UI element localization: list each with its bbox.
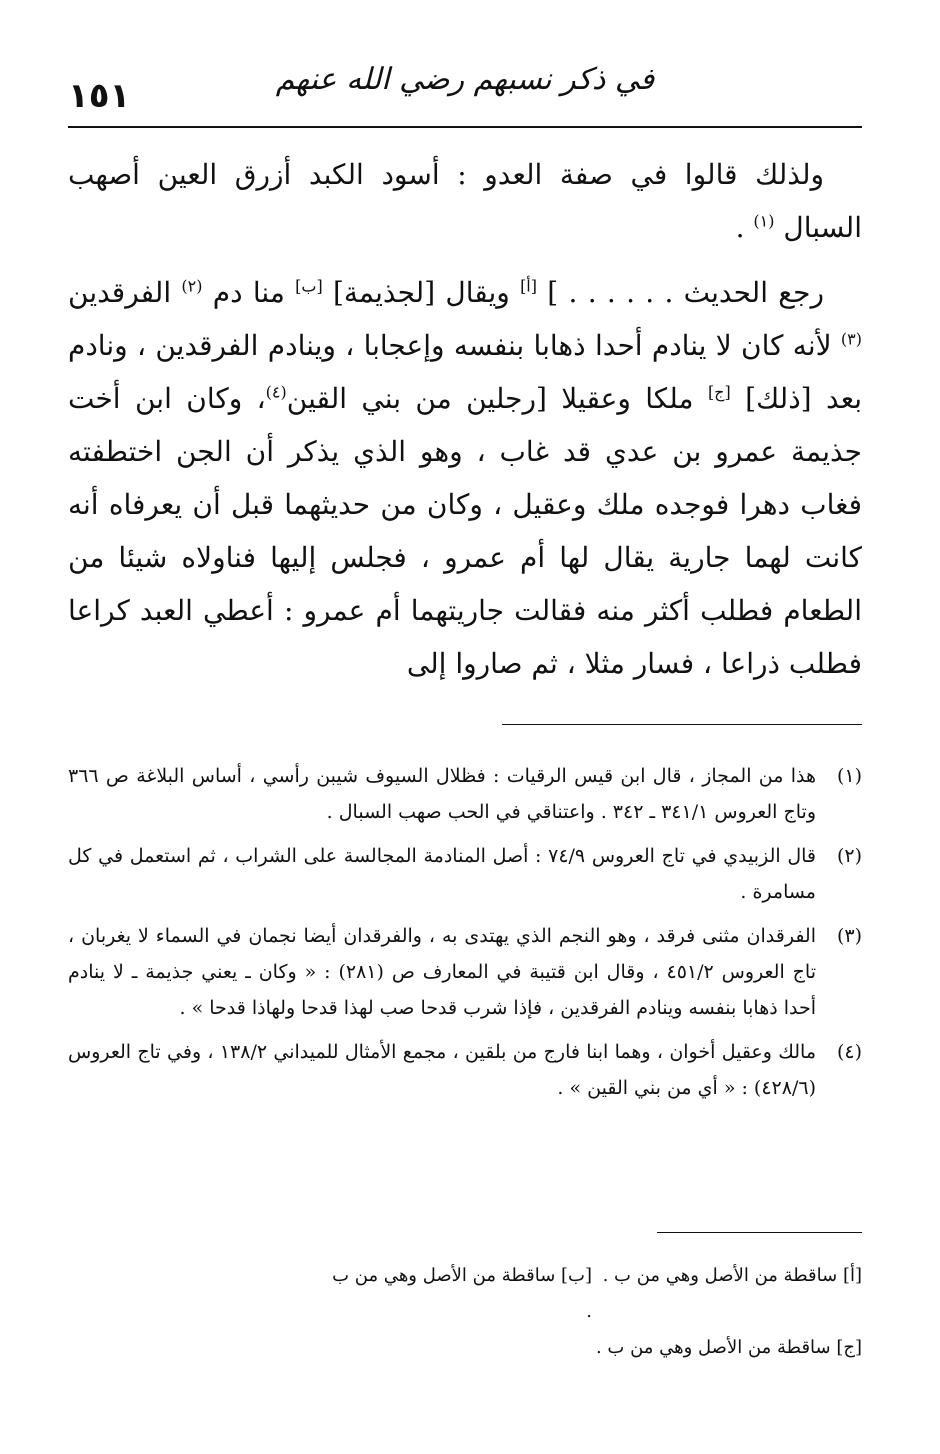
footnote-text: هذا من المجاز ، قال ابن قيس الرقيات : فظلال السيوف شيبن رأسي ، أساس البلاغة ص ٣٦٦ وتاج العروس ٣٤١/١ ـ ٣٤٢ . واعتناقي في الحب صهب السبال .: [68, 765, 816, 823]
footnote-ref-2: (٢): [181, 276, 203, 296]
paragraph-text: ملكا وعقيلا [رجلين من بني القين: [286, 382, 708, 415]
footnote-4: [68, 1034, 862, 1106]
footnote-number: (١): [836, 765, 862, 787]
paragraph-text: منا دم: [202, 276, 296, 309]
footnote-text: مالك وعقيل أخوان ، وهما ابنا فارج من بلقين ، مجمع الأمثال للميداني ١٣٨/٢ ، وفي تاج العروس (٤٢٨/٦) : « أي من بني القين » .: [68, 1041, 817, 1099]
footnote-separator: [502, 724, 862, 725]
variant-row: [68, 1258, 862, 1330]
paragraph-text: لأنه كان لا ينادم أحدا ذهابا بنفسه وإعجابا ، وينادم الفرقدين ، ونادم بعد [ذلك]: [68, 329, 863, 415]
paragraph-text: ويقال [لجذيمة]: [322, 276, 521, 309]
running-title: في ذكر نسبهم رضي الله عنهم: [275, 62, 655, 97]
paragraph-text: ، وكان ابن أخت جذيمة عمرو بن عدي قد غاب ، وهو الذي يذكر أن الجن اختطفته فغاب دهرا فوجده ملك وعقيل ، وكان من حديثهما قبل أن يعرفاه أنه كانت لهما جارية يقال لها أم عمرو ، فجلس إليها فناولاه شيئا من الطعام فطلب أكثر منه فقالت جاريتهما أم عمرو : أعطي العبد كراعا فطلب ذراعا ، فسار مثلا ، ثم صاروا إلى: [68, 382, 862, 680]
footnote-number: (٤): [836, 1041, 862, 1063]
paragraph-2: [68, 266, 862, 690]
variant-note-b: [ب] ساقطة من الأصل وهي من ب .: [332, 1265, 592, 1322]
variant-notes: [68, 1258, 862, 1366]
variant-ref-a: [أ]: [520, 276, 537, 296]
main-text: [68, 148, 862, 690]
variant-ref-b: [ب]: [295, 276, 323, 296]
variant-ref-c: [ج]: [707, 382, 731, 402]
page-number: ١٥١: [68, 76, 131, 116]
paragraph-text: الفرقدين: [68, 276, 182, 309]
paragraph-text: .: [735, 211, 754, 244]
paragraph-text: رجع الحديث . . . . . . ]: [547, 276, 825, 309]
footnote-3: [68, 918, 862, 1026]
footnote-text: الفرقدان مثنى فرقد ، وهو النجم الذي يهتدى به ، والفرقدان أيضا نجمان في السماء لا يغربان ، تاج العروس ٤٥١/٢ ، وقال ابن قتيبة في المعارف ص (٢٨١) : « وكان ـ يعني جذيمة ـ لا ينادم أحدا ذهابا بنفسه وينادم الفرقدين ، فإذا شرب قدحا صب لهذا قدحا ولهاذا قدحا » .: [68, 925, 817, 1019]
page-header: [68, 58, 862, 128]
variant-note-c: [ج] ساقطة من الأصل وهي من ب .: [595, 1337, 862, 1358]
paragraph-1: [68, 148, 862, 254]
footnote-ref-3: (٣): [840, 329, 862, 349]
variant-separator: [657, 1232, 862, 1233]
variant-note-a: [أ] ساقطة من الأصل وهي من ب .: [602, 1265, 862, 1286]
footnote-ref-1: (١): [753, 211, 775, 231]
variant-row: [68, 1330, 862, 1366]
header-rule: [68, 126, 862, 128]
footnote-1: [68, 758, 862, 830]
footnote-ref-4: (٤): [265, 382, 287, 402]
footnote-number: (٢): [836, 845, 862, 867]
paragraph-text: ولذلك قالوا في صفة العدو : أسود الكبد أزرق العين أصهب السبال: [68, 158, 862, 244]
footnotes: [68, 758, 862, 1114]
footnote-number: (٣): [836, 925, 862, 947]
footnote-text: قال الزبيدي في تاج العروس ٧٤/٩ : أصل المنادمة المجالسة على الشراب ، ثم استعمل في كل مسامرة .: [68, 845, 816, 903]
footnote-2: [68, 838, 862, 910]
